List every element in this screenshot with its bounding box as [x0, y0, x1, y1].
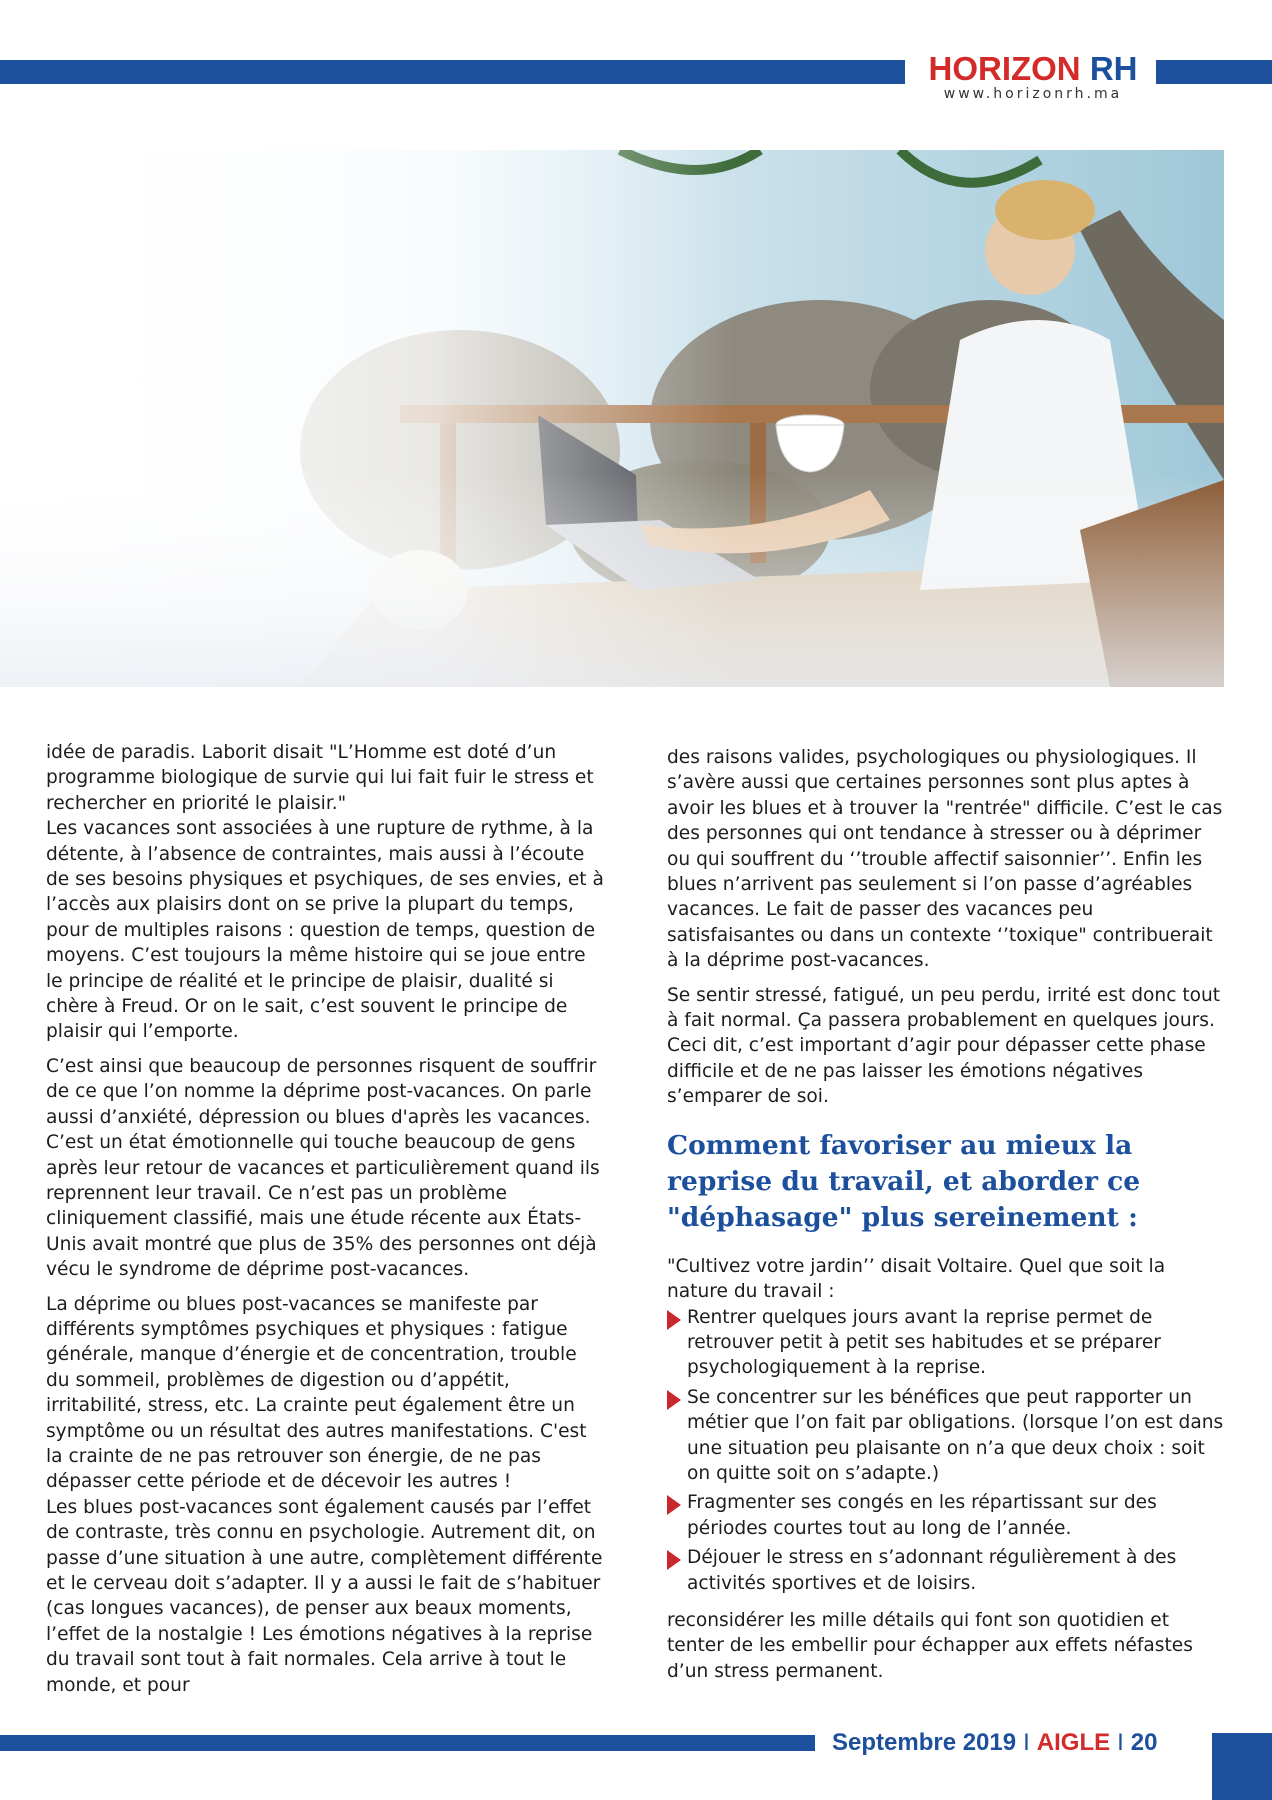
page-footer	[832, 1728, 1158, 1758]
list-item	[667, 1490, 1225, 1541]
footer-separator: I	[1023, 1729, 1030, 1756]
list-item-text: Déjouer le stress en s’adonnant régulièrement à des activités sportives et de loisirs.	[687, 1547, 1177, 1594]
list-item	[667, 1385, 1225, 1487]
list-item	[667, 1545, 1225, 1596]
logo-url: www.horizonrh.ma	[943, 86, 1123, 102]
article-right-column	[667, 745, 1225, 1693]
footer-block	[1212, 1733, 1272, 1800]
logo-word-horizon: HORIZON	[928, 50, 1081, 87]
hero-illustration	[0, 150, 1224, 687]
header-band-left	[0, 60, 905, 84]
paragraph: C’est ainsi que beaucoup de personnes risquent de souffrir de ce que l’on nomme la déprime post-vacances. On parle aussi d’anxiété, dépression ou blues d'après les vacances. C’est un état émotionnelle qui touche beaucoup de gens après leur retour de vacances et particulièrement quand ils reprennent leur travail. Ce n’est pas un problème cliniquement classifié, mais une étude récente aux États-Unis avait montré que plus de 35% des personnes ont déjà vécu le syndrome de déprime post-vacances.	[46, 1055, 600, 1281]
magazine-name: AIGLE	[1036, 1729, 1111, 1756]
triangle-bullet-icon	[667, 1310, 681, 1330]
triangle-bullet-icon	[667, 1495, 681, 1515]
paragraph: des raisons valides, psychologiques ou physiologiques. Il s’avère aussi que certaines personnes sont plus aptes à avoir les blues et à trouver la "rentrée" difficile. C’est le cas des personnes qui ont tendance à stresser ou à déprimer ou qui souffrent du ‘’trouble affectif saisonnier’’. Enfin les blues n’arrivent pas seulement si l’on passe d’agréables vacances. Le fait de passer des vacances peu satisfaisantes ou dans un contexte ‘’toxique" contribuerait à la déprime post-vacances.	[667, 747, 1223, 972]
logo-word-rh: RH	[1089, 50, 1138, 87]
header-band-right	[1156, 60, 1272, 84]
list-item-text: Se concentrer sur les bénéfices que peut rapporter un métier que l’on fait par obligations. (lorsque l’on est dans une situation peu plaisante on n’a que deux choix : soit on quitte soit on s’adapte.)	[687, 1386, 1224, 1484]
horizon-rh-logo	[918, 52, 1148, 102]
triangle-bullet-icon	[667, 1390, 681, 1410]
paragraph: idée de paradis. Laborit disait "L’Homme est doté d’un programme biologique de survie qui lui fait fuir le stress et rechercher en priorité le plaisir."	[46, 742, 594, 814]
section-heading: Comment favoriser au mieux la reprise du travail, et aborder ce "déphasage" plus sereinement :	[667, 1129, 1141, 1233]
article-left-column	[46, 740, 604, 1707]
paragraph: reconsidérer les mille détails qui font son quotidien et tenter de les embellir pour échapper aux effets néfastes d’un stress permanent.	[667, 1609, 1193, 1682]
list-item-text: Fragmenter ses congés en les répartissant sur des périodes courtes tout au long de l’année.	[687, 1492, 1157, 1539]
list-intro: "Cultivez votre jardin’’ disait Voltaire. Quel que soit la nature du travail :	[667, 1255, 1166, 1303]
footer-band	[0, 1735, 815, 1751]
hero-photo	[0, 150, 1224, 687]
paragraph: Les vacances sont associées à une rupture de rythme, à la détente, à l’absence de contraintes, mais aussi à l’écoute de ses besoins physiques et psychiques, de ses envies, et à l’accès aux plaisirs dont on se prive la plupart du temps, pour de multiples raisons : question de temps, question de moyens. C’est toujours la même histoire qui se joue entre le principe de réalité et le principe de plaisir, dualité si chère à Freud. Or on le sait, c’est souvent le principe de plaisir qui l’emporte.	[46, 818, 604, 1043]
logo-wordmark	[918, 52, 1148, 86]
paragraph: Les blues post-vacances sont également causés par l’effet de contraste, très connu en psychologie. Autrement dit, on passe d’une situation à une autre, complètement différente et le cerveau doit s’adapter. Il y a aussi le fait de s’habituer (cas longues vacances), de penser aux beaux moments, l’effet de la nostalgie ! Les émotions négatives à la reprise du travail sont tout à fait normales. Cela arrive à tout le monde, et pour	[46, 1496, 603, 1696]
paragraph: Se sentir stressé, fatigué, un peu perdu, irrité est donc tout à fait normal. Ça passera probablement en quelques jours. Ceci dit, c’est important d’agir pour dépasser cette phase difficile et de ne pas laisser les émotions négatives s’emparer de soi.	[667, 984, 1221, 1108]
issue-date: Septembre 2019	[832, 1729, 1017, 1756]
paragraph: La déprime ou blues post-vacances se manifeste par différents symptômes psychiques et physiques : fatigue générale, manque d’énergie et de concentration, trouble du sommeil, problèmes de digestion ou d’appétit, irritabilité, stress, etc. La crainte peut également être un symptôme ou un résultat des autres manifestations. C'est la crainte de ne pas retrouver son énergie, de ne pas dépasser cette période et de décevoir les autres !	[46, 1293, 587, 1493]
tips-list	[667, 1305, 1225, 1596]
list-item	[667, 1305, 1225, 1381]
triangle-bullet-icon	[667, 1550, 681, 1570]
footer-separator: I	[1117, 1729, 1124, 1756]
list-item-text: Rentrer quelques jours avant la reprise permet de retrouver petit à petit ses habitudes et se préparer psychologiquement à la reprise.	[687, 1306, 1161, 1379]
page-number: 20	[1130, 1729, 1158, 1756]
